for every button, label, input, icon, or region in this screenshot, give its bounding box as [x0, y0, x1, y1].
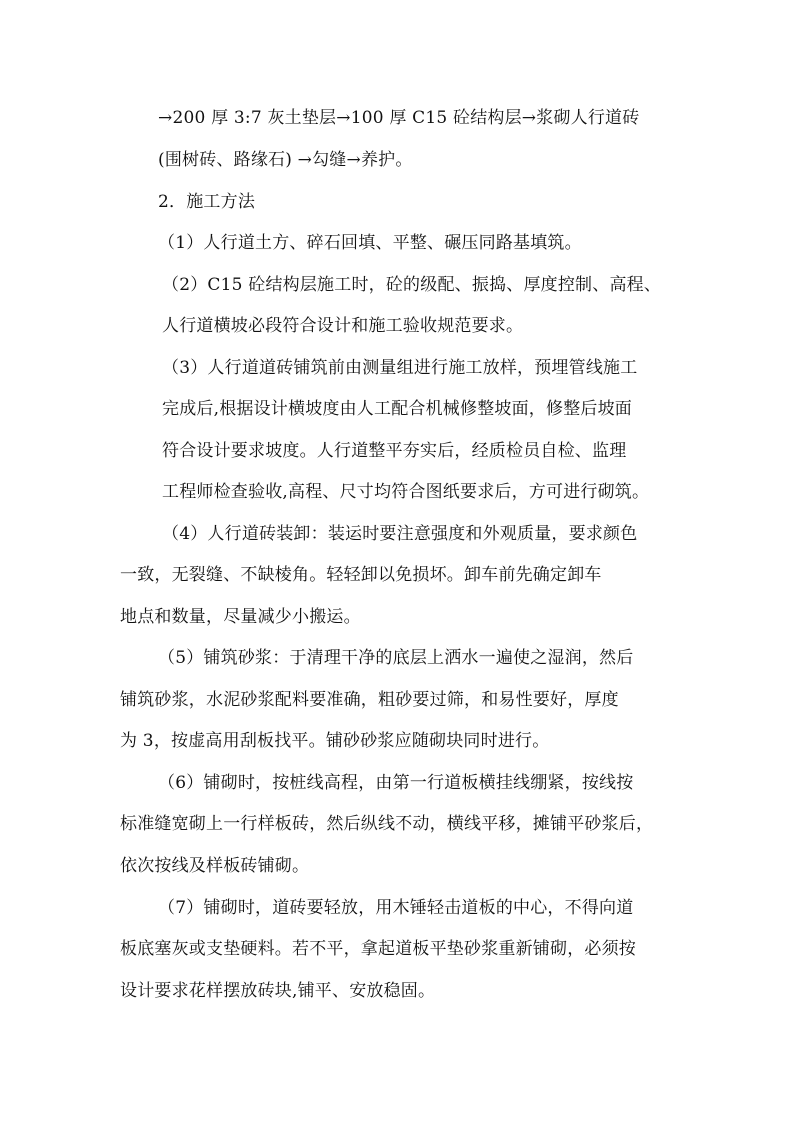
section-heading: 2．施工方法 [158, 192, 256, 212]
text-line: 依次按线及样板砖铺砌。 [120, 856, 310, 876]
text-line: 标准缝宽砌上一行样板砖，然后纵线不动，横线平移，摊铺平砂浆后， [120, 814, 654, 834]
text-line: 工程师检查验收,高程、尺寸均符合图纸要求后，方可进行砌筑。 [162, 482, 650, 502]
text-line: 板底塞灰或支垫硬料。若不平，拿起道板平垫砂浆重新铺砌，必须按 [120, 939, 636, 959]
text-line: 一致，无裂缝、不缺棱角。轻轻卸以免损坏。卸车前先确定卸车 [120, 565, 602, 585]
text-line: （5）铺筑砂浆：于清理干净的底层上洒水一遍使之湿润，然后 [158, 648, 634, 668]
text-line: 地点和数量，尽量减少小搬运。 [120, 607, 361, 627]
text-line: →200 厚 3:7 灰土垫层→100 厚 C15 砼结构层→浆砌人行道砖 [158, 108, 640, 128]
text-line: 铺筑砂浆，水泥砂浆配料要准确，粗砂要过筛，和易性要好，厚度 [120, 690, 619, 710]
text-line: （4）人行道砖装卸：装运时要注意强度和外观质量，要求颜色 [162, 524, 638, 544]
text-line: （7）铺砌时，道砖要轻放，用木锤轻击道板的中心，不得向道 [158, 898, 634, 918]
text-line: 设计要求花样摆放砖块,铺平、安放稳固。 [120, 981, 436, 1001]
text-line: （2）C15 砼结构层施工时，砼的级配、振捣、厚度控制、高程、 [162, 275, 662, 295]
text-line: 为 3，按虚高用刮板找平。铺砂砂浆应随砌块同时进行。 [120, 731, 550, 751]
text-line: 符合设计要求坡度。人行道整平夯实后，经质检员自检、监理 [162, 441, 627, 461]
text-line: 完成后,根据设计横坡度由人工配合机械修整坡面，修整后坡面 [162, 399, 633, 419]
text-line: （3）人行道道砖铺筑前由测量组进行施工放样，预埋管线施工 [162, 358, 638, 378]
text-line: (围树砖、路缘石) →勾缝→养护。 [158, 150, 413, 170]
text-line: （1）人行道土方、碎石回填、平整、碾压同路基填筑。 [158, 233, 582, 253]
text-line: （6）铺砌时，按桩线高程，由第一行道板横挂线绷紧，按线按 [158, 773, 634, 793]
text-line: 人行道横坡必段符合设计和施工验收规范要求。 [162, 316, 524, 336]
